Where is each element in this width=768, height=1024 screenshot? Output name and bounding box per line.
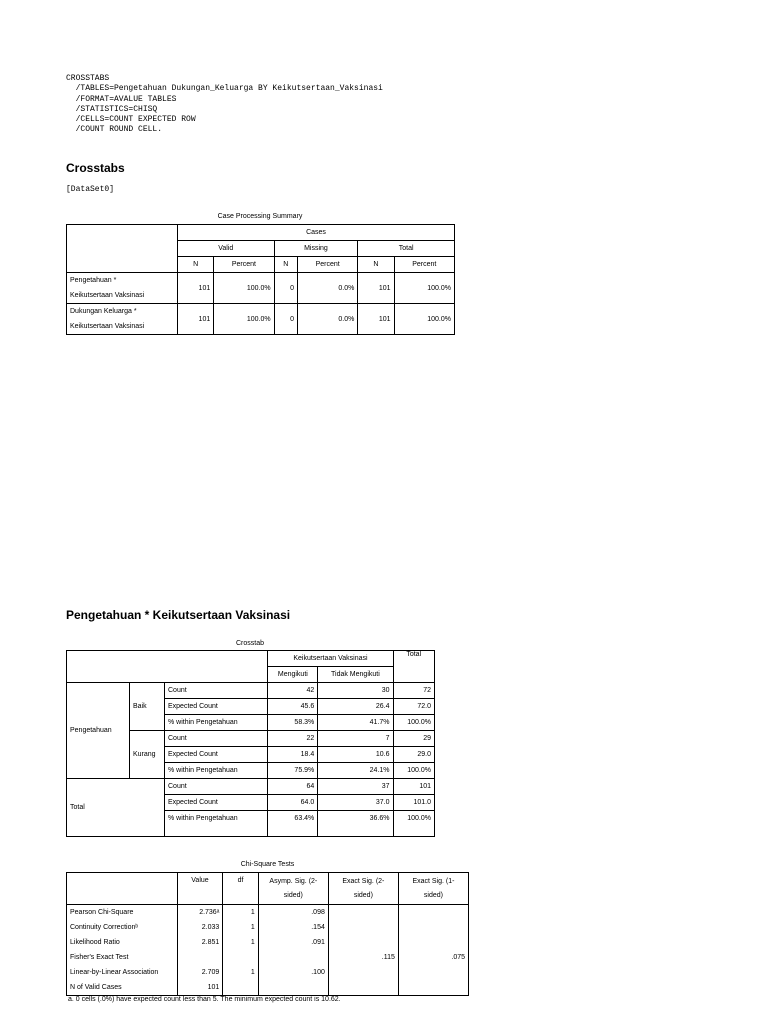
cases-header: Cases (178, 225, 455, 241)
n-header: N (178, 257, 214, 273)
stat-label: % within Pengetahuan (165, 715, 268, 731)
syntax-line: /TABLES=Pengetahuan Dukungan_Keluarga BY Keikutsertaan_Vaksinasi (66, 84, 383, 94)
cell-value: 75.9% (268, 763, 318, 779)
percent-header: Percent (214, 257, 274, 273)
syntax-line: /CELLS=COUNT EXPECTED ROW (66, 115, 196, 125)
row-label: Pengetahuan * Keikutsertaan Vaksinasi (67, 273, 178, 304)
cell-value: 1 (223, 920, 259, 935)
stat-label: Count (165, 731, 268, 747)
valid-header: Valid (178, 241, 275, 257)
dataset-label: [DataSet0] (66, 185, 115, 194)
cell-value: 0 (274, 273, 297, 304)
crosstab-caption: Crosstab (235, 640, 264, 647)
cell-value: 29 (393, 731, 435, 747)
cell-value: 101.0 (393, 795, 435, 811)
asymp-header: Asymp. Sig. (2- sided) (258, 873, 328, 905)
cell-value (258, 950, 328, 965)
cell-value: 101 (178, 273, 214, 304)
cell-value: 100.0% (393, 811, 435, 837)
cell-value: 10.6 (318, 747, 393, 763)
stat-label: Count (165, 779, 268, 795)
cell-value (328, 980, 398, 996)
cell-value: 0.0% (297, 273, 357, 304)
exact2-header: Exact Sig. (2- sided) (328, 873, 398, 905)
row-label: Dukungan Keluarga * Keikutsertaan Vaksinasi (67, 304, 178, 335)
stat-row-label: Fisher's Exact Test (67, 950, 178, 965)
stat-label: % within Pengetahuan (165, 763, 268, 779)
col-header: Mengikuti (268, 667, 318, 683)
cell-value (398, 935, 468, 950)
cell-value (398, 980, 468, 996)
cell-value: 7 (318, 731, 393, 747)
syntax-block (66, 74, 383, 136)
cell-value: 64.0 (268, 795, 318, 811)
cell-value: 37 (318, 779, 393, 795)
cell-value (328, 905, 398, 921)
value-header: Value (177, 873, 223, 905)
cell-value (398, 920, 468, 935)
stat-label: % within Pengetahuan (165, 811, 268, 837)
cell-value (398, 905, 468, 921)
corner-cell (67, 873, 178, 905)
stat-label: Expected Count (165, 795, 268, 811)
stat-row-label: N of Valid Cases (67, 980, 178, 996)
cell-value: 42 (268, 683, 318, 699)
cell-value (223, 950, 259, 965)
percent-header: Percent (394, 257, 454, 273)
cell-value: .091 (258, 935, 328, 950)
cell-value: 22 (268, 731, 318, 747)
stat-row-label: Pearson Chi-Square (67, 905, 178, 921)
syntax-line: /STATISTICS=CHISQ (66, 104, 158, 114)
cell-value: 101 (178, 304, 214, 335)
exact1-header: Exact Sig. (1- sided) (398, 873, 468, 905)
cell-value: 1 (223, 905, 259, 921)
cell-value: 1 (223, 935, 259, 950)
cell-value: 2.736ᵃ (177, 905, 223, 921)
cell-value: 101 (358, 273, 394, 304)
cell-value: 101 (393, 779, 435, 795)
n-header: N (274, 257, 297, 273)
corner-cell (67, 225, 178, 273)
cell-value: 45.6 (268, 699, 318, 715)
chisq-caption: Chi-Square Tests (240, 861, 295, 868)
total-row-label: Total (67, 779, 165, 837)
syntax-line: /FORMAT=AVALUE TABLES (66, 94, 177, 104)
cell-value: 2.851 (177, 935, 223, 950)
stat-label: Expected Count (165, 699, 268, 715)
row-var-label: Pengetahuan (67, 683, 130, 779)
cell-value: 100.0% (394, 273, 454, 304)
stat-row-label: Linear-by-Linear Association (67, 965, 178, 980)
cell-value: 29.0 (393, 747, 435, 763)
cell-value: 101 (177, 980, 223, 996)
cell-value: 1 (223, 965, 259, 980)
cell-value: .115 (328, 950, 398, 965)
missing-header: Missing (274, 241, 358, 257)
stat-row-label: Likelihood Ratio (67, 935, 178, 950)
cell-value: 2.709 (177, 965, 223, 980)
chisq-footnote: a. 0 cells (.0%) have expected count less than 5. The minimum expected count is 10.62. (68, 996, 341, 1003)
stat-row-label: Continuity Correctionᵇ (67, 920, 178, 935)
percent-header: Percent (297, 257, 357, 273)
cell-value: 100.0% (214, 304, 274, 335)
cell-value: 26.4 (318, 699, 393, 715)
cell-value: 72 (393, 683, 435, 699)
cell-value: 36.6% (318, 811, 393, 837)
cell-value (328, 965, 398, 980)
df-header: df (223, 873, 259, 905)
cell-value: 0 (274, 304, 297, 335)
cell-value (223, 980, 259, 996)
col-header: Tidak Mengikuti (318, 667, 393, 683)
cell-value: 101 (358, 304, 394, 335)
cell-value: 30 (318, 683, 393, 699)
cell-value: 100.0% (214, 273, 274, 304)
cell-value: 100.0% (393, 763, 435, 779)
case-summary-table (66, 224, 455, 335)
cell-value: 64 (268, 779, 318, 795)
cell-value (398, 965, 468, 980)
stat-label: Expected Count (165, 747, 268, 763)
crosstabs-heading: Crosstabs (66, 161, 125, 175)
syntax-line: CROSSTABS (66, 74, 110, 83)
stat-label: Count (165, 683, 268, 699)
cell-value: 18.4 (268, 747, 318, 763)
cell-value: .075 (398, 950, 468, 965)
cell-value: 37.0 (318, 795, 393, 811)
cell-value: 72.0 (393, 699, 435, 715)
cell-value (258, 980, 328, 996)
cell-value: 24.1% (318, 763, 393, 779)
section-heading: Pengetahuan * Keikutsertaan Vaksinasi (66, 608, 291, 622)
group-label: Baik (130, 683, 165, 731)
case-summary-caption: Case Processing Summary (217, 213, 303, 220)
group-label: Kurang (130, 731, 165, 779)
n-header: N (358, 257, 394, 273)
cell-value (328, 935, 398, 950)
cell-value: 0.0% (297, 304, 357, 335)
cell-value: 100.0% (394, 304, 454, 335)
total-header: Total (358, 241, 455, 257)
col-group-header: Keikutsertaan Vaksinasi (268, 651, 393, 667)
cell-value: 100.0% (393, 715, 435, 731)
cell-value: 58.3% (268, 715, 318, 731)
cell-value: 2.033 (177, 920, 223, 935)
cell-value: .098 (258, 905, 328, 921)
cell-value: .100 (258, 965, 328, 980)
cell-value: 41.7% (318, 715, 393, 731)
cell-value: .154 (258, 920, 328, 935)
cell-value: 63.4% (268, 811, 318, 837)
chisq-table (66, 872, 469, 996)
syntax-line: /COUNT ROUND CELL. (66, 125, 163, 135)
corner-cell (67, 651, 268, 683)
cell-value (328, 920, 398, 935)
cell-value (177, 950, 223, 965)
total-header: Total (393, 651, 435, 683)
crosstab-table (66, 650, 435, 837)
